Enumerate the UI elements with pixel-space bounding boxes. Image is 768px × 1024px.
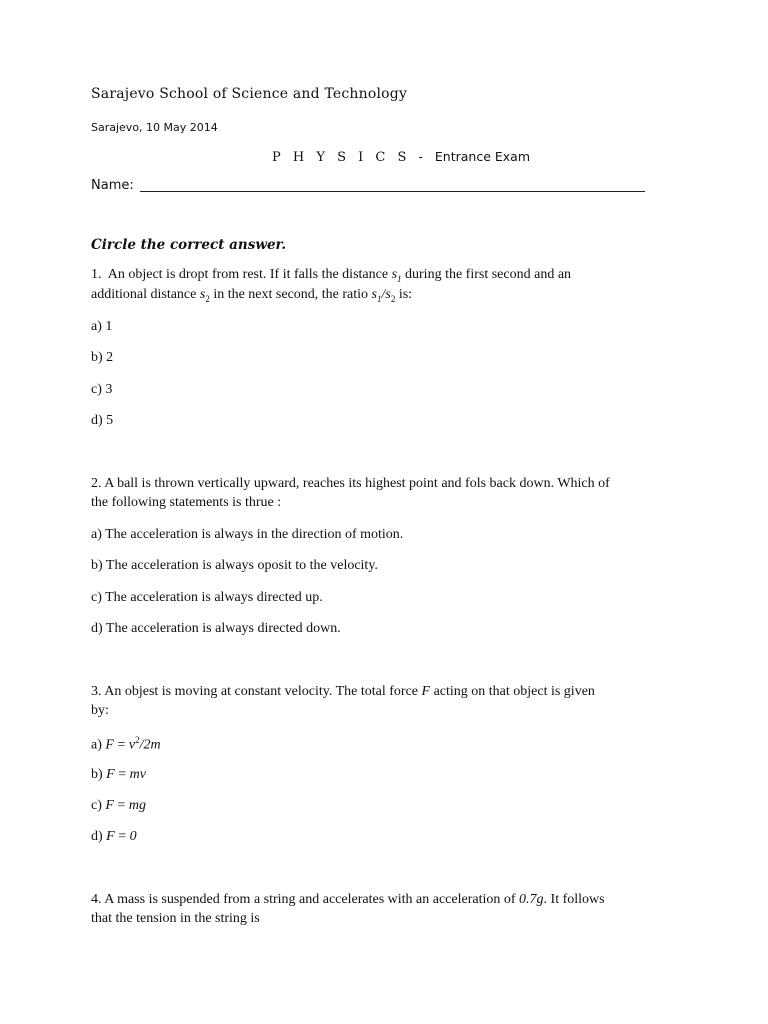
name-blank-line[interactable] bbox=[140, 191, 645, 192]
question-1-line-2 bbox=[91, 287, 412, 304]
var-s: s bbox=[385, 287, 391, 302]
equals: = bbox=[114, 767, 130, 782]
var-F: F bbox=[106, 829, 115, 844]
acceleration-value: 0.7g bbox=[519, 892, 544, 907]
question-1-text: during the first second and an bbox=[405, 267, 572, 282]
var-F: F bbox=[421, 684, 431, 699]
question-1-text: additional distance bbox=[91, 287, 197, 302]
question-3-line-2: by: bbox=[91, 703, 109, 718]
q3-option-c[interactable] bbox=[91, 798, 146, 814]
equals: = bbox=[114, 829, 130, 844]
q2-option-d[interactable]: d) The acceleration is always directed down. bbox=[91, 621, 341, 636]
var-s: s bbox=[199, 287, 206, 302]
option-label: a) bbox=[91, 737, 102, 753]
option-label: c) bbox=[91, 798, 102, 813]
exam-type: Entrance Exam bbox=[434, 149, 531, 164]
question-4-line-1 bbox=[91, 892, 605, 908]
question-3-line-1 bbox=[91, 684, 595, 700]
q2-option-a[interactable]: a) The acceleration is always in the direction of motion. bbox=[91, 527, 404, 542]
question-1-text: is: bbox=[398, 287, 413, 302]
question-3-text: 3. An objest is moving at constant velocity. The total force bbox=[91, 684, 418, 699]
name-label: Name: bbox=[91, 178, 134, 193]
question-3-text: acting on that object is given bbox=[433, 684, 595, 699]
option-label: b) bbox=[91, 767, 103, 782]
school-name: Sarajevo School of Science and Technology bbox=[91, 86, 408, 102]
q2-option-b[interactable]: b) The acceleration is always oposit to the velocity. bbox=[91, 558, 378, 573]
question-1-number: 1. bbox=[91, 267, 102, 282]
option-label: d) bbox=[91, 829, 103, 844]
q2-option-c[interactable]: c) The acceleration is always directed up. bbox=[91, 590, 323, 605]
equals: = bbox=[113, 737, 129, 753]
question-1-text: An object is dropt from rest. If it falls the distance bbox=[107, 267, 389, 282]
var-F: F bbox=[106, 767, 115, 782]
var-s: s bbox=[391, 267, 398, 282]
superscript-2: 2 bbox=[135, 735, 140, 745]
q3-option-a[interactable] bbox=[91, 735, 161, 754]
formula-rhs: mv bbox=[129, 767, 146, 782]
q1-option-d[interactable]: d) 5 bbox=[91, 413, 114, 428]
q1-option-b[interactable]: b) 2 bbox=[91, 350, 114, 365]
q1-option-a[interactable]: a) 1 bbox=[91, 319, 113, 334]
exam-subject-line bbox=[272, 149, 530, 165]
q3-option-d[interactable] bbox=[91, 829, 137, 845]
question-2-line-2: the following statements is thrue : bbox=[91, 495, 282, 510]
var-v: v bbox=[128, 737, 136, 753]
question-4-line-2: that the tension in the string is bbox=[91, 911, 260, 926]
formula-rhs: 0 bbox=[129, 829, 137, 844]
question-1-line-1 bbox=[91, 267, 571, 284]
var-F: F bbox=[105, 737, 114, 753]
sub-2: 2 bbox=[390, 293, 396, 304]
sub-2: 2 bbox=[205, 293, 210, 304]
question-2-line-1: 2. A ball is thrown vertically upward, reaches its highest point and fols back down. Which of bbox=[91, 476, 610, 491]
subject-title: P H Y S I C S - bbox=[272, 150, 427, 165]
equals: = bbox=[113, 798, 129, 813]
instruction: Circle the correct answer. bbox=[91, 237, 287, 253]
var-F: F bbox=[105, 798, 114, 813]
sub-1: 1 bbox=[397, 273, 402, 284]
question-1-text: in the next second, the ratio bbox=[213, 287, 369, 302]
formula-rest: /2m bbox=[139, 737, 161, 753]
question-4-text: 4. A mass is suspended from a string and accelerates with an acceleration of bbox=[91, 892, 516, 907]
q3-option-b[interactable] bbox=[91, 767, 146, 783]
var-s: s bbox=[371, 287, 377, 302]
q1-option-c[interactable]: c) 3 bbox=[91, 382, 113, 397]
ratio-slash: / bbox=[381, 287, 386, 302]
exam-date: Sarajevo, 10 May 2014 bbox=[91, 121, 218, 134]
question-4-text: . It follows bbox=[543, 892, 605, 907]
sub-1: 1 bbox=[377, 293, 382, 304]
formula-rhs: mg bbox=[128, 798, 146, 813]
